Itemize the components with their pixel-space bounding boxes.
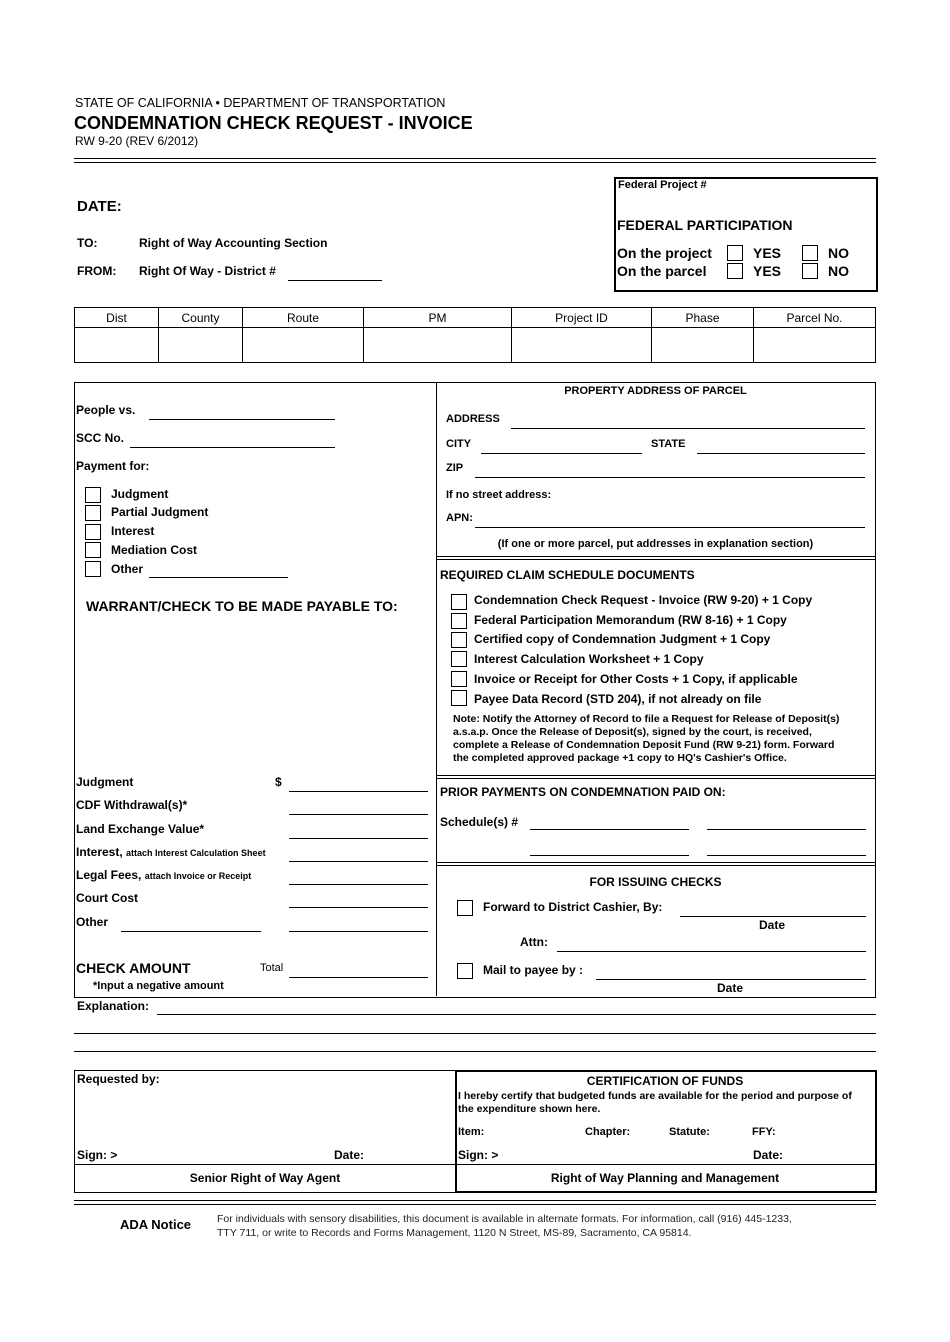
address-field[interactable] bbox=[511, 428, 865, 429]
city-label: CITY bbox=[446, 438, 472, 450]
other-option-label: Other bbox=[111, 562, 144, 576]
attn-field[interactable] bbox=[557, 951, 866, 952]
to-value: Right of Way Accounting Section bbox=[139, 236, 328, 250]
on-parcel-no-label: NO bbox=[828, 263, 849, 279]
form-title: CONDEMNATION CHECK REQUEST - INVOICE bbox=[74, 113, 473, 133]
to-label: TO: bbox=[77, 236, 98, 250]
dist-cell[interactable] bbox=[75, 328, 159, 363]
interest-amount-field[interactable] bbox=[289, 861, 428, 862]
doc-checkbox-1[interactable] bbox=[451, 594, 467, 610]
federal-project-label: Federal Project # bbox=[618, 179, 707, 191]
section-divider bbox=[437, 862, 875, 866]
legal-fees-field[interactable] bbox=[289, 884, 428, 885]
release-note-line-4: the completed approved package +1 copy to HQ's Cashier's Office. bbox=[453, 752, 787, 764]
senior-agent-label: Senior Right of Way Agent bbox=[189, 1171, 341, 1185]
on-project-no-label: NO bbox=[828, 245, 849, 261]
on-project-yes-checkbox[interactable] bbox=[727, 245, 743, 261]
other-payment-field[interactable] bbox=[149, 577, 288, 578]
col-header-parcel-no: Parcel No. bbox=[754, 308, 876, 328]
scc-no-field[interactable] bbox=[130, 447, 335, 448]
people-vs-field[interactable] bbox=[149, 419, 335, 420]
forward-date-label: Date bbox=[759, 918, 786, 932]
release-note-line-3: complete a Release of Condemnation Deposit Fund (RW 9-21) form. Forward bbox=[453, 739, 835, 751]
on-parcel-no-checkbox[interactable] bbox=[802, 263, 818, 279]
requester-sign-label: Sign: > bbox=[77, 1148, 118, 1162]
doc-item-1: Condemnation Check Request - Invoice (RW 9-20) + 1 Copy bbox=[474, 593, 813, 607]
address-label: ADDRESS bbox=[446, 413, 500, 425]
judgment-option-label: Judgment bbox=[111, 487, 169, 501]
cdf-withdrawal-field[interactable] bbox=[289, 814, 428, 815]
on-parcel-yes-checkbox[interactable] bbox=[727, 263, 743, 279]
issuing-checks-header: FOR ISSUING CHECKS bbox=[589, 875, 722, 889]
judgment-checkbox[interactable] bbox=[85, 487, 101, 503]
schedule-label: Schedule(s) # bbox=[440, 815, 519, 829]
parcel-no-cell[interactable] bbox=[754, 328, 876, 363]
col-header-project-id: Project ID bbox=[512, 308, 652, 328]
county-cell[interactable] bbox=[159, 328, 243, 363]
explanation-line-2[interactable] bbox=[74, 1033, 876, 1034]
state-label: STATE bbox=[651, 438, 686, 450]
check-total-field[interactable] bbox=[289, 977, 428, 978]
certification-text bbox=[458, 1090, 852, 1116]
footer-divider bbox=[74, 1200, 876, 1205]
col-header-route: Route bbox=[243, 308, 364, 328]
mail-payee-label: Mail to payee by : bbox=[483, 963, 584, 977]
ada-notice-label: ADA Notice bbox=[120, 1217, 192, 1232]
ada-notice-text bbox=[217, 1212, 792, 1240]
doc-checkbox-3[interactable] bbox=[451, 632, 467, 648]
certification-text-line-2: the expenditure shown here. bbox=[458, 1103, 601, 1115]
partial-judgment-option-label: Partial Judgment bbox=[111, 505, 209, 519]
payment-for-label: Payment for: bbox=[76, 459, 150, 473]
explanation-label: Explanation: bbox=[77, 999, 150, 1013]
forward-cashier-label: Forward to District Cashier, By: bbox=[483, 900, 663, 914]
col-header-dist: Dist bbox=[75, 308, 159, 328]
release-note-line-2: a.s.a.p. Once the Release of Deposit(s), signed by the court, is received, bbox=[453, 726, 812, 738]
doc-item-6: Payee Data Record (STD 204), if not already on file bbox=[474, 692, 762, 706]
partial-judgment-checkbox[interactable] bbox=[85, 505, 101, 521]
interest-checkbox[interactable] bbox=[85, 524, 101, 540]
people-vs-label: People vs. bbox=[76, 403, 136, 417]
ada-notice-line-2: TTY 711, or write to Records and Forms Management, 1120 N Street, MS-89, Sacramento, CA 95814. bbox=[217, 1227, 692, 1239]
apn-label: APN: bbox=[446, 512, 473, 524]
on-project-no-checkbox[interactable] bbox=[802, 245, 818, 261]
item-label: Item: bbox=[458, 1126, 485, 1138]
other-cost-label: Other bbox=[76, 915, 109, 929]
certification-text-line-1: I hereby certify that budgeted funds are available for the period and purpose of bbox=[458, 1090, 852, 1102]
phase-cell[interactable] bbox=[652, 328, 754, 363]
header-divider bbox=[74, 158, 876, 163]
legal-fees-label bbox=[76, 868, 251, 882]
court-cost-field[interactable] bbox=[289, 907, 428, 908]
no-street-label: If no street address: bbox=[446, 489, 552, 501]
project-id-cell[interactable] bbox=[512, 328, 652, 363]
zip-label: ZIP bbox=[446, 462, 464, 474]
schedule-field-1[interactable] bbox=[530, 829, 689, 830]
negative-amount-note: *Input a negative amount bbox=[93, 980, 224, 992]
ada-notice-line-1: For individuals with sensory disabilities, this document is available in alternate formats. For information, call (916) 445-1233, bbox=[217, 1213, 792, 1225]
schedule-field-4[interactable] bbox=[707, 855, 866, 856]
doc-item-3: Certified copy of Condemnation Judgment + 1 Copy bbox=[474, 632, 771, 646]
total-label: Total bbox=[260, 962, 284, 974]
doc-item-5: Invoice or Receipt for Other Costs + 1 Copy, if applicable bbox=[474, 672, 798, 686]
attn-label: Attn: bbox=[520, 935, 548, 949]
other-cost-description-field[interactable] bbox=[121, 931, 261, 932]
main-vertical-divider bbox=[436, 382, 437, 996]
interest-amount-note: attach Interest Calculation Sheet bbox=[126, 848, 266, 858]
doc-checkbox-4[interactable] bbox=[451, 651, 467, 667]
judgment-amount-label: Judgment bbox=[76, 775, 134, 789]
required-documents-header: REQUIRED CLAIM SCHEDULE DOCUMENTS bbox=[440, 568, 695, 582]
forward-cashier-checkbox[interactable] bbox=[457, 900, 473, 916]
federal-participation-label: FEDERAL PARTICIPATION bbox=[617, 217, 793, 233]
interest-option-label: Interest bbox=[111, 524, 155, 538]
form-number: RW 9-20 (REV 6/2012) bbox=[75, 134, 199, 148]
signature-divider bbox=[74, 1164, 876, 1165]
requested-by-label: Requested by: bbox=[77, 1072, 160, 1086]
doc-checkbox-2[interactable] bbox=[451, 613, 467, 629]
mediation-cost-option-label: Mediation Cost bbox=[111, 543, 197, 557]
certifier-sign-label: Sign: > bbox=[458, 1148, 499, 1162]
date-label: DATE: bbox=[77, 198, 122, 215]
planning-management-label: Right of Way Planning and Management bbox=[550, 1171, 780, 1185]
legal-fees-main: Legal Fees, bbox=[76, 868, 142, 882]
interest-amount-label bbox=[76, 845, 266, 859]
ffy-label: FFY: bbox=[752, 1126, 776, 1138]
on-parcel-label: On the parcel bbox=[617, 263, 707, 279]
certifier-date-label: Date: bbox=[753, 1148, 784, 1162]
statute-label: Statute: bbox=[669, 1126, 710, 1138]
schedule-field-3[interactable] bbox=[530, 855, 689, 856]
city-field[interactable] bbox=[481, 453, 642, 454]
pm-cell[interactable] bbox=[364, 328, 512, 363]
mail-payee-checkbox[interactable] bbox=[457, 963, 473, 979]
schedule-field-2[interactable] bbox=[707, 829, 866, 830]
parcel-info-table bbox=[74, 307, 876, 363]
other-cost-amount-field[interactable] bbox=[289, 931, 428, 932]
cdf-withdrawal-label: CDF Withdrawal(s)* bbox=[76, 798, 188, 812]
release-note-line-1: Note: Notify the Attorney of Record to file a Request for Release of Deposit(s) bbox=[453, 713, 840, 725]
section-divider bbox=[437, 556, 875, 560]
apn-field[interactable] bbox=[475, 527, 865, 528]
property-address-header: PROPERTY ADDRESS OF PARCEL bbox=[564, 385, 747, 397]
on-project-yes-label: YES bbox=[753, 245, 782, 261]
col-header-county: County bbox=[159, 308, 243, 328]
scc-no-label: SCC No. bbox=[76, 431, 124, 445]
release-note bbox=[453, 713, 839, 765]
on-parcel-yes-label: YES bbox=[753, 263, 782, 279]
explanation-line-1[interactable] bbox=[157, 1014, 876, 1015]
doc-checkbox-6[interactable] bbox=[451, 690, 467, 706]
dollar-sign: $ bbox=[275, 775, 282, 789]
prior-payments-header: PRIOR PAYMENTS ON CONDEMNATION PAID ON: bbox=[440, 785, 726, 799]
chapter-label: Chapter: bbox=[585, 1126, 631, 1138]
agency-name: STATE OF CALIFORNIA • DEPARTMENT OF TRANSPORTATION bbox=[75, 96, 446, 110]
state-field[interactable] bbox=[697, 453, 865, 454]
requester-date-label: Date: bbox=[334, 1148, 365, 1162]
legal-fees-note: attach Invoice or Receipt bbox=[144, 871, 252, 881]
doc-checkbox-5[interactable] bbox=[451, 671, 467, 687]
check-amount-label: CHECK AMOUNT bbox=[76, 960, 191, 976]
judgment-amount-field[interactable] bbox=[289, 791, 428, 792]
warrant-payable-label: WARRANT/CHECK TO BE MADE PAYABLE TO: bbox=[86, 598, 398, 614]
other-checkbox[interactable] bbox=[85, 561, 101, 577]
mail-date-label: Date bbox=[717, 981, 744, 995]
route-cell[interactable] bbox=[243, 328, 364, 363]
land-exchange-label: Land Exchange Value* bbox=[76, 822, 205, 836]
district-number-field[interactable] bbox=[288, 280, 382, 281]
mail-payee-field[interactable] bbox=[596, 979, 866, 980]
certification-header: CERTIFICATION OF FUNDS bbox=[586, 1074, 744, 1088]
col-header-phase: Phase bbox=[652, 308, 754, 328]
interest-amount-main: Interest, bbox=[76, 845, 123, 859]
doc-item-4: Interest Calculation Worksheet + 1 Copy bbox=[474, 652, 704, 666]
from-value: Right Of Way - District # bbox=[139, 264, 276, 278]
on-project-label: On the project bbox=[617, 245, 712, 261]
explanation-line-3[interactable] bbox=[74, 1051, 876, 1052]
col-header-pm: PM bbox=[364, 308, 512, 328]
land-exchange-field[interactable] bbox=[289, 838, 428, 839]
section-divider bbox=[437, 775, 875, 779]
mediation-cost-checkbox[interactable] bbox=[85, 542, 101, 558]
from-label: FROM: bbox=[77, 264, 117, 278]
parcel-note: (If one or more parcel, put addresses in explanation section) bbox=[497, 538, 814, 550]
zip-field[interactable] bbox=[475, 477, 865, 478]
forward-cashier-field[interactable] bbox=[680, 916, 866, 917]
doc-item-2: Federal Participation Memorandum (RW 8-16) + 1 Copy bbox=[474, 613, 787, 627]
court-cost-label: Court Cost bbox=[76, 891, 138, 905]
main-section-box bbox=[74, 382, 876, 998]
